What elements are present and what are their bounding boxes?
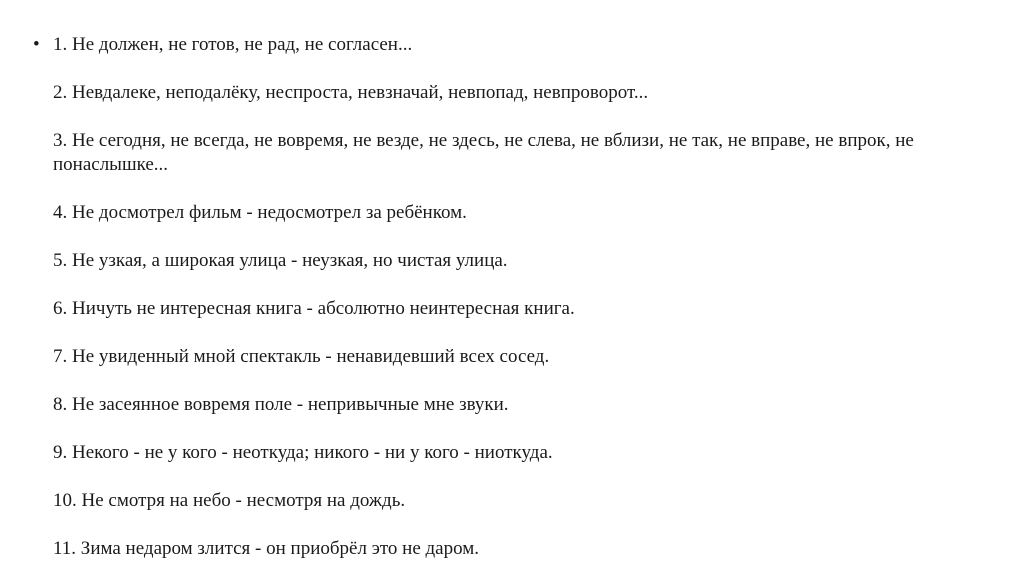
list-item: 8. Не засеянное вовремя поле - непривычные мне звуки.: [53, 394, 509, 415]
bullet-marker: •: [33, 34, 40, 55]
exercise-list: [53, 33, 993, 561]
list-item: 11. Зима недаром злится - он приобрёл это не даром.: [53, 538, 480, 559]
list-item: 10. Не смотря на небо - несмотря на дождь.: [53, 490, 406, 511]
list-item: 5. Не узкая, а широкая улица - неузкая, но чистая улица.: [53, 250, 508, 271]
list-item: 4. Не досмотрел фильм - недосмотрел за ребёнком.: [53, 202, 467, 223]
list-item: 2. Невдалеке, неподалёку, неспроста, невзначай, невпопад, невпроворот...: [53, 82, 649, 103]
list-item: 9. Некого - не у кого - неоткуда; никого - ни у кого - ниоткуда.: [53, 442, 553, 463]
list-item: 1. Не должен, не готов, не рад, не согласен...: [53, 34, 413, 55]
list-item: 6. Ничуть не интересная книга - абсолютно неинтересная книга.: [53, 298, 575, 319]
list-item: 3. Не сегодня, не всегда, не вовремя, не везде, не здесь, не слева, не вблизи, не так, не вправе, не впрок, не понаслышке...: [53, 130, 914, 175]
list-item: 7. Не увиденный мной спектакль - ненавидевший всех сосед.: [53, 346, 550, 367]
